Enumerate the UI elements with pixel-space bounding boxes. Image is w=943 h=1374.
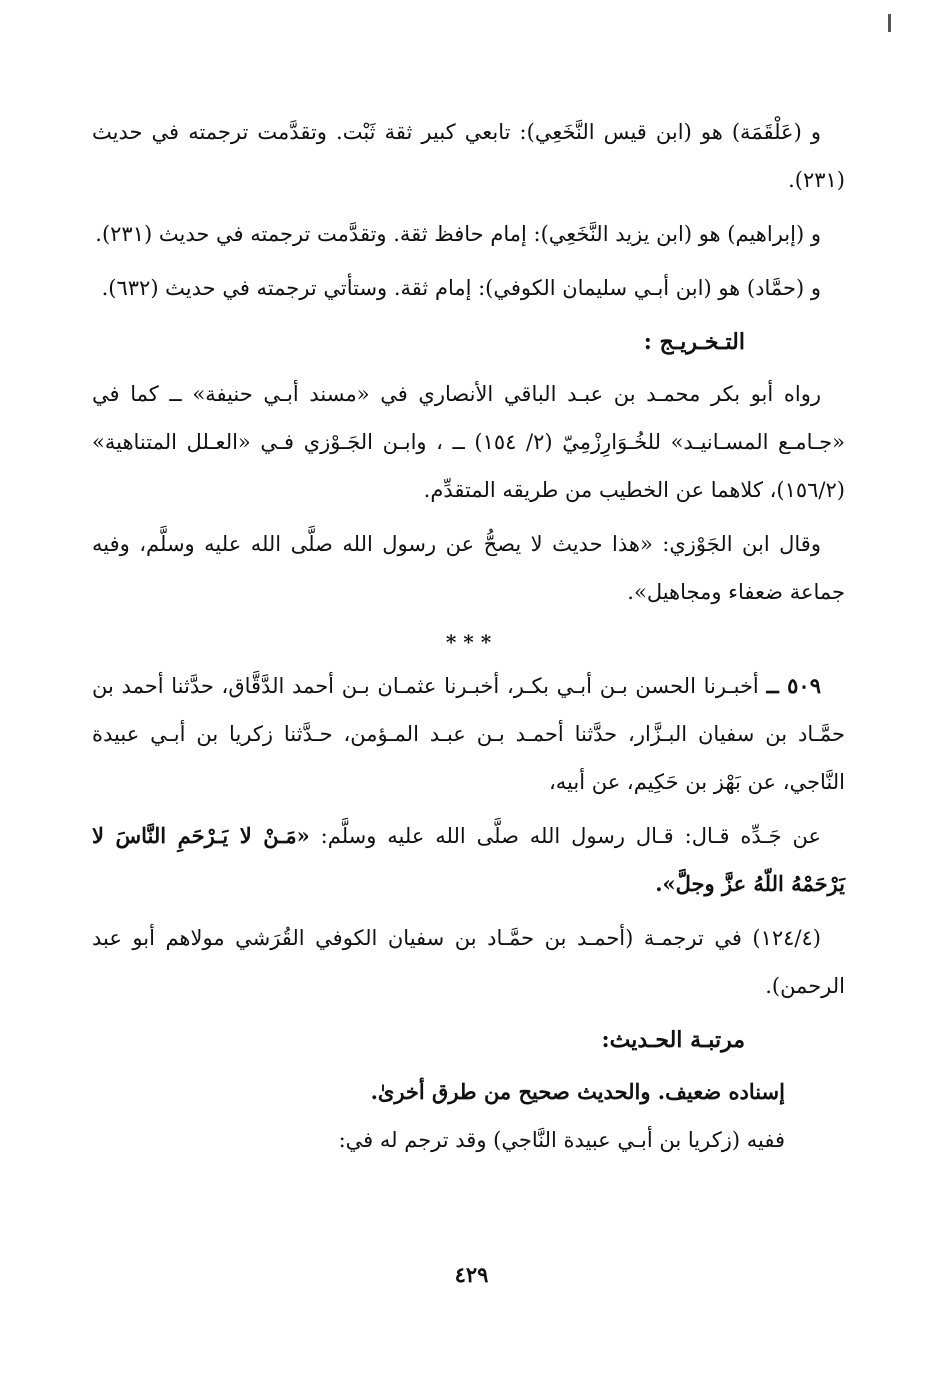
grading-note: ففيه (زكريا بن أبـي عبيدة النَّاجي) وقد ترجم له في:	[338, 1128, 785, 1152]
source-reference: (١٢٤/٤) في ترجمـة (أحمـد بن حمَّـاد بن سفيان الكوفي القُرَشي مولاهم أبو عبد الرحمن).	[92, 926, 845, 998]
hadith-isnad: أخبـرنا الحسن بـن أبـي بكـر، أخبـرنا عثمـان بـن أحمد الدَّقَّاق، حدَّثنا أحمد بن حمَّـاد بن سفيان البـزَّار، حدَّثنا أحمـد بـن عبـد المـؤمن، حـدَّثنا زكريا بن أبـي عبيدة النَّاجي، عن بَهْز بن حَكِيم، عن أبيه،	[92, 674, 845, 794]
page-body	[92, 108, 845, 1164]
narrator-note-alqama: و (عَلْقَمَة) هو (ابن قيس النَّخَعِي): تابعي كبير ثقة ثَبْت. وتقدَّمت ترجمته في حديث (٢٣١).	[92, 120, 845, 192]
takhrij-heading: التـخـريـج :	[643, 329, 745, 355]
takhrij-text: رواه أبو بكر محمـد بن عبـد الباقي الأنصاري في «مسند أبـي حنيفة» ــ كما في «جـامـع المسـانيـد» للخُـوَارِزْمِيّ (٢/ ١٥٤) ــ ، وابـن الجَـوْزي فـي «العـلل المتناهية» (١٥٦/٢)، كلاهما عن الخطيب من طريقه المتقدِّم.	[92, 382, 845, 502]
hadith-matn-quote: «مَـنْ لا يَـرْحَمِ النَّاسَ لا يَرْحَمْهُ اللّهُ عزَّ وجلَّ».	[92, 823, 845, 896]
hadith-number: ٥٠٩ ــ	[766, 673, 821, 698]
hadith-matn-intro: عن جَـدِّه قـال: قـال رسول الله صلَّى الله عليه وسلَّم:	[320, 824, 822, 848]
hadith-chain	[92, 662, 845, 806]
section-divider: * * *	[445, 630, 492, 654]
narrator-note-ibrahim: و (إبراهيم) هو (ابن يزيد النَّخَعِي): إمام حافظ ثقة. وتقدَّمت ترجمته في حديث (٢٣١).	[95, 222, 821, 246]
scan-mark	[888, 14, 891, 32]
page-number: ٤٢٩	[454, 1262, 489, 1287]
grading-heading: مرتبـة الحـديث:	[601, 1027, 745, 1053]
ibn-jawzi-quote: وقال ابن الجَوْزي: «هذا حديث لا يصحُّ عن رسول الله صلَّى الله عليه وسلَّم، وفيه جماعة ضعفاء ومجاهيل».	[92, 532, 845, 604]
narrator-note-hammad: و (حمَّاد) هو (ابن أبـي سليمان الكوفي): إمام ثقة. وستأتي ترجمته في حديث (٦٣٢).	[101, 276, 821, 300]
hadith-matn	[92, 812, 845, 908]
grading-text: إسناده ضعيف. والحديث صحيح من طرق أخرىٰ.	[370, 1079, 785, 1104]
